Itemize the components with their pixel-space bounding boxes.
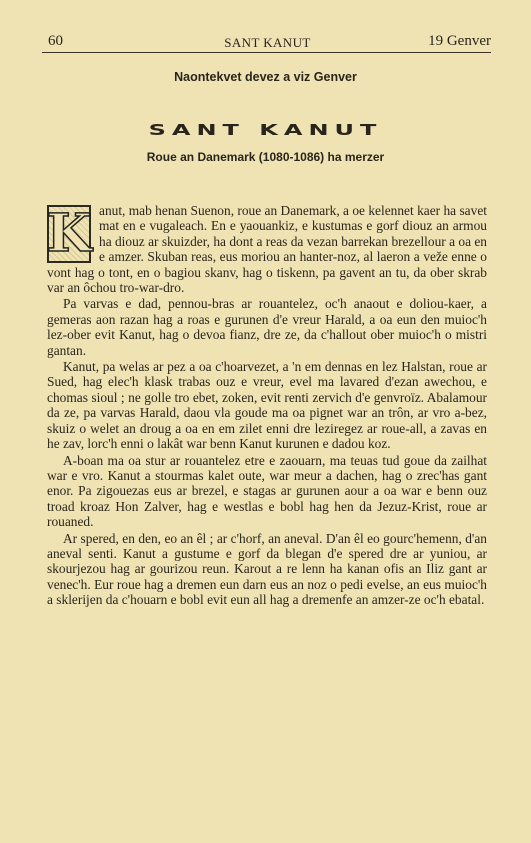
paragraph-text: anut, mab henan Suenon, roue an Danemark, a oe kelennet kaer ha savet mat en e vugaleach. En e yaouankiz, e kustumas e gorf diouz an armou ha diouz ar skuizder, ha dont a reas da vezan barrekan brezellour a oa en e amzer. Skuban reas, eus moriou an hanter-noz, al laeron a veže enne o vont hag o tont, en o bagiou skanv, hag o tiskenn, pa gavent an tu, da ober skrab var an ôchou tro-war-dro. [47, 203, 487, 296]
running-title: SANT KANUT [224, 35, 311, 50]
paragraph-2: Pa varvas e dad, pennou-bras ar rouantelez, oc'h anaout e doliou-kaer, a gemeras aon razan hag a roas e gurunen d'e vreur Harald, a oa eun den muioc'h lez-ober evit Kanut, hag o devoa fianz, dre ze, da c'hallout ober muioc'h o mistri gantan. [47, 296, 487, 358]
article-body [47, 203, 487, 609]
page-title: SANT KANUT [148, 121, 383, 139]
page-number: 60 [48, 33, 63, 49]
drop-cap [47, 205, 91, 263]
paragraph-4: A-boan ma oa stur ar rouantelez etre e zaouarn, ma teuas tud goue da zailhat war e vro. Kanut a stourmas kalet oute, war meur a dachen, hag o zrec'has gant enor. Pa zigouezas eus ar brezel, e stagas ar gurunen aour a oa war e benn ouz troad kroaz Hon Zalver, hag e westlas e bobl hag hen da Jezuz-Krist, roue ar rouaned. [47, 452, 487, 530]
drop-cap-letter: K [46, 203, 92, 264]
running-head [44, 33, 491, 53]
header-rule [42, 52, 491, 53]
paragraph-1 [47, 203, 487, 295]
paragraph-3: Kanut, pa welas ar pez a oa c'hoarvezet, a 'n em dennas en lez Halstan, roue ar Sued, hag elec'h klask trabas ouz e vreur, evel ma lavared d'ezan awechou, e chomas sioul ; ne golle tro ebet, zoken, evit renti zervich d'e genvroïz. Abalamour da ze, pa varvas Harald, daou vla goude ma oa pignet war an trôn, ar vro a-bez, skuiz o welet an droug a oa en em zilet enni dre leziregez ar roue-all, a zavas en he zav, lorc'h enni o lakât war benn Kanut kurunen e dadou koz. [47, 359, 487, 452]
section-heading: Naontekvet devez a viz Genver [174, 70, 357, 84]
subtitle: Roue an Danemark (1080-1086) ha merzer [146, 150, 385, 164]
running-date: 19 Genver [428, 33, 491, 49]
paragraph-5: Ar spered, en den, eo an êl ; ar c'horf, an aneval. D'an êl eo gourc'hemenn, d'an aneval senti. Kanut a gustume e gorf da blegan d'e spered dre ar yuniou, ar skourjezou hag ar gourizou reun. Karout a re lenn ha kanan ofis an Iliz gant ar venec'h. Eur roue hag a dremen eun darn eus an noz o pedi evelse, an eus muioc'h a sklerijen da c'houarn e bobl evit eun all hag a dremenfe an amzer-ze oc'h ebatal. [47, 530, 487, 608]
